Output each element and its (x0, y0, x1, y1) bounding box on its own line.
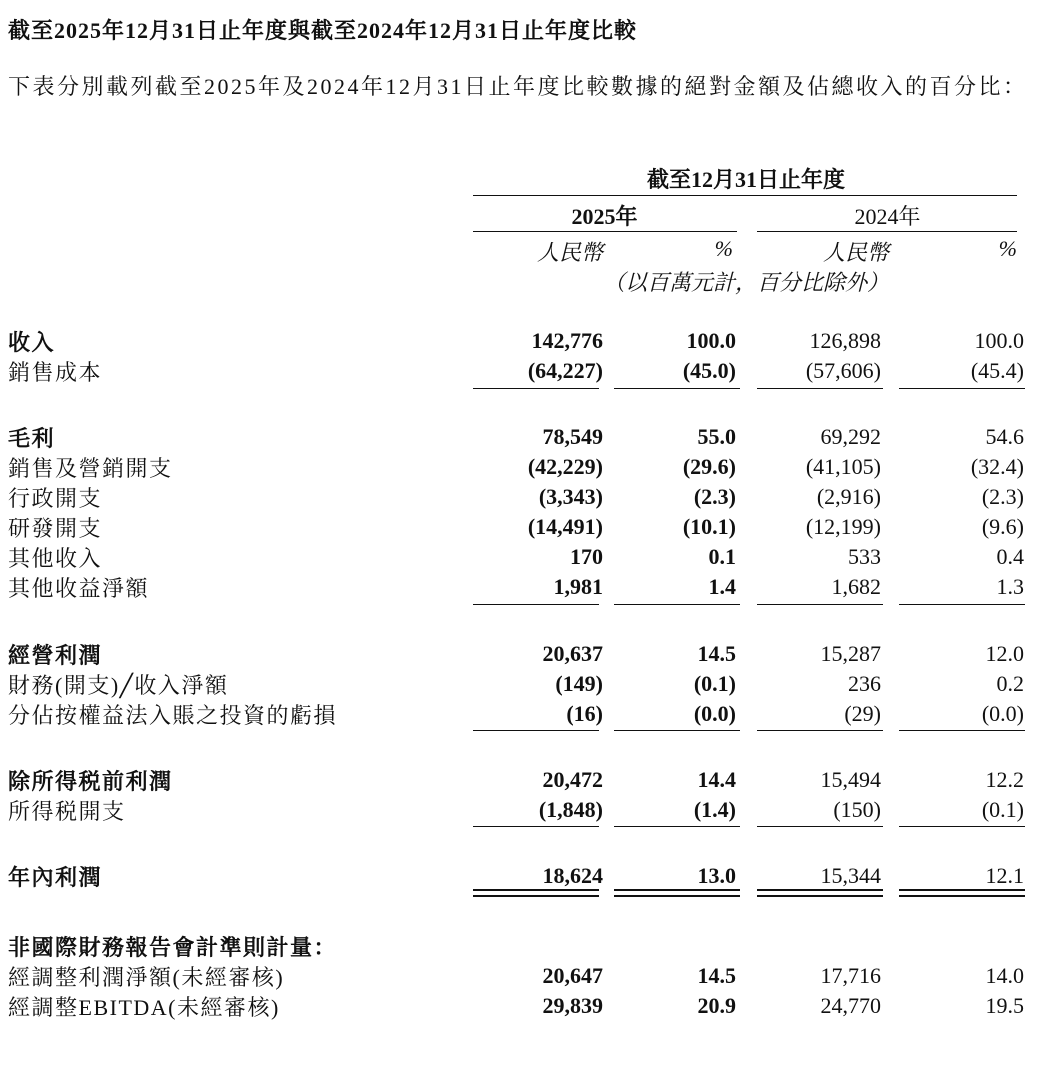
row-pct-2024: 12.0 (985, 641, 1024, 666)
row-pct-2025: (45.0) (682, 358, 736, 383)
row-value-2025: (1,848) (538, 797, 603, 822)
row-pct-2025: 14.5 (697, 641, 736, 666)
subtotal-rule (899, 730, 1025, 731)
row-pct-2025: (0.0) (693, 701, 736, 726)
row-label-cost-of-sales: 銷售成本 (8, 360, 103, 385)
row-pct-2025: 1.4 (708, 574, 736, 599)
row-value-2024: 1,682 (831, 574, 881, 599)
row-label-admin-expenses: 行政開支 (8, 486, 103, 511)
row-pct-2024: (9.6) (981, 514, 1024, 539)
subtotal-rule (473, 826, 599, 827)
subtotal-rule (757, 604, 883, 605)
row-value-2024: (12,199) (805, 514, 881, 539)
period-header: 截至12月31日止年度 (646, 167, 845, 192)
row-pct-2024: (45.4) (970, 358, 1024, 383)
row-value-2025: (64,227) (527, 358, 603, 383)
row-pct-2024: 100.0 (974, 328, 1024, 353)
row-pct-2025: 0.1 (708, 544, 736, 569)
row-value-2024: (29) (844, 701, 881, 726)
row-value-2024: 126,898 (809, 328, 881, 353)
row-pct-2025: 100.0 (686, 328, 736, 353)
row-pct-2024: 1.3 (996, 574, 1024, 599)
row-pct-2025: (29.6) (682, 454, 736, 479)
row-pct-2024: 14.0 (985, 963, 1024, 988)
row-pct-2024: 54.6 (985, 424, 1024, 449)
row-value-2025: 1,981 (553, 574, 603, 599)
total-double-rule (614, 889, 740, 897)
subtotal-rule (899, 604, 1025, 605)
row-pct-2025: 14.5 (697, 963, 736, 988)
row-value-2024: 15,287 (820, 641, 881, 666)
row-value-2024: 69,292 (820, 424, 881, 449)
subtotal-rule (899, 388, 1025, 389)
subtotal-rule (614, 388, 740, 389)
subtotal-rule (899, 826, 1025, 827)
total-double-rule (473, 889, 599, 897)
row-value-2025: 18,624 (542, 863, 603, 888)
row-value-2024: 17,716 (820, 963, 881, 988)
subtotal-rule (614, 730, 740, 731)
col-rmb-2025: 人民幣 (536, 240, 603, 265)
row-label-revenue: 收入 (8, 330, 56, 355)
row-value-2025: 20,647 (542, 963, 603, 988)
unit-note: （以百萬元計，百分比除外） (602, 270, 889, 295)
row-label-equity-losses: 分佔按權益法入賬之投資的虧損 (8, 703, 338, 728)
row-pct-2025: (1.4) (693, 797, 736, 822)
subtotal-rule (473, 604, 599, 605)
row-value-2024: 15,344 (820, 863, 881, 888)
row-pct-2024: 12.1 (985, 863, 1024, 888)
subtotal-rule (757, 730, 883, 731)
row-value-2025: 20,472 (542, 767, 603, 792)
subtotal-rule (473, 730, 599, 731)
row-value-2024: 24,770 (820, 993, 881, 1018)
row-value-2024: (41,105) (805, 454, 881, 479)
col-pct-2024: % (998, 236, 1017, 261)
year-2025-header: 2025年 (571, 204, 638, 229)
row-value-2025: 170 (570, 544, 603, 569)
row-value-2025: (149) (555, 671, 603, 696)
row-value-2025: (14,491) (527, 514, 603, 539)
col-pct-2025: % (714, 236, 733, 261)
row-pct-2024: (32.4) (970, 454, 1024, 479)
row-pct-2024: 0.2 (996, 671, 1024, 696)
row-value-2024: 236 (848, 671, 881, 696)
row-value-2024: 15,494 (820, 767, 881, 792)
row-label-rd-expenses: 研發開支 (8, 516, 103, 541)
row-value-2024: (57,606) (805, 358, 881, 383)
row-value-2025: 20,637 (542, 641, 603, 666)
row-label-adjusted-ebitda: 經調整EBITDA(未經審核) (8, 995, 280, 1020)
non-ifrs-heading: 非國際財務報告會計準則計量： (8, 935, 338, 960)
row-pct-2025: 13.0 (697, 863, 736, 888)
row-value-2024: (2,916) (816, 484, 881, 509)
row-value-2025: (3,343) (538, 484, 603, 509)
row-label-finance-net: 財務(開支)╱收入淨額 (8, 673, 229, 698)
total-double-rule (899, 889, 1025, 897)
row-pct-2025: (0.1) (693, 671, 736, 696)
row-pct-2024: 19.5 (985, 993, 1024, 1018)
row-pct-2024: 12.2 (985, 767, 1024, 792)
row-label-profit-for-year: 年內利潤 (8, 865, 103, 890)
year-2024-rule (757, 231, 1017, 232)
row-pct-2024: (2.3) (981, 484, 1024, 509)
row-label-profit-before-tax: 除所得税前利潤 (8, 769, 173, 794)
row-value-2025: 29,839 (542, 993, 603, 1018)
header-rule (473, 195, 1017, 196)
row-pct-2025: (2.3) (693, 484, 736, 509)
row-value-2025: (16) (566, 701, 603, 726)
row-pct-2025: 20.9 (697, 993, 736, 1018)
row-pct-2024: 0.4 (996, 544, 1024, 569)
row-value-2025: (42,229) (527, 454, 603, 479)
row-label-other-income: 其他收入 (8, 546, 103, 571)
row-label-income-tax: 所得税開支 (8, 799, 126, 824)
subtotal-rule (757, 388, 883, 389)
total-double-rule (757, 889, 883, 897)
row-label-adjusted-net-profit: 經調整利潤淨額(未經審核) (8, 965, 285, 990)
subtotal-rule (614, 604, 740, 605)
subtotal-rule (757, 826, 883, 827)
row-value-2025: 78,549 (542, 424, 603, 449)
subtotal-rule (473, 388, 599, 389)
row-label-selling-expenses: 銷售及營銷開支 (8, 456, 173, 481)
row-label-other-gains: 其他收益淨額 (8, 576, 150, 601)
row-label-gross-profit: 毛利 (8, 426, 56, 451)
year-2025-rule (473, 231, 737, 232)
row-pct-2025: 14.4 (697, 767, 736, 792)
row-value-2025: 142,776 (531, 328, 603, 353)
row-value-2024: 533 (848, 544, 881, 569)
row-label-operating-profit: 經營利潤 (8, 643, 103, 668)
row-pct-2025: (10.1) (682, 514, 736, 539)
row-pct-2024: (0.0) (981, 701, 1024, 726)
year-2024-header: 2024年 (854, 204, 921, 229)
section-heading: 截至2025年12月31日止年度與截至2024年12月31日止年度比較 (8, 18, 638, 43)
subtotal-rule (614, 826, 740, 827)
col-rmb-2024: 人民幣 (822, 240, 889, 265)
row-pct-2024: (0.1) (981, 797, 1024, 822)
row-value-2024: (150) (833, 797, 881, 822)
row-pct-2025: 55.0 (697, 424, 736, 449)
intro-paragraph: 下表分別載列截至2025年及2024年12月31日止年度比較數據的絕對金額及佔總收入的百分比： (8, 74, 1028, 99)
